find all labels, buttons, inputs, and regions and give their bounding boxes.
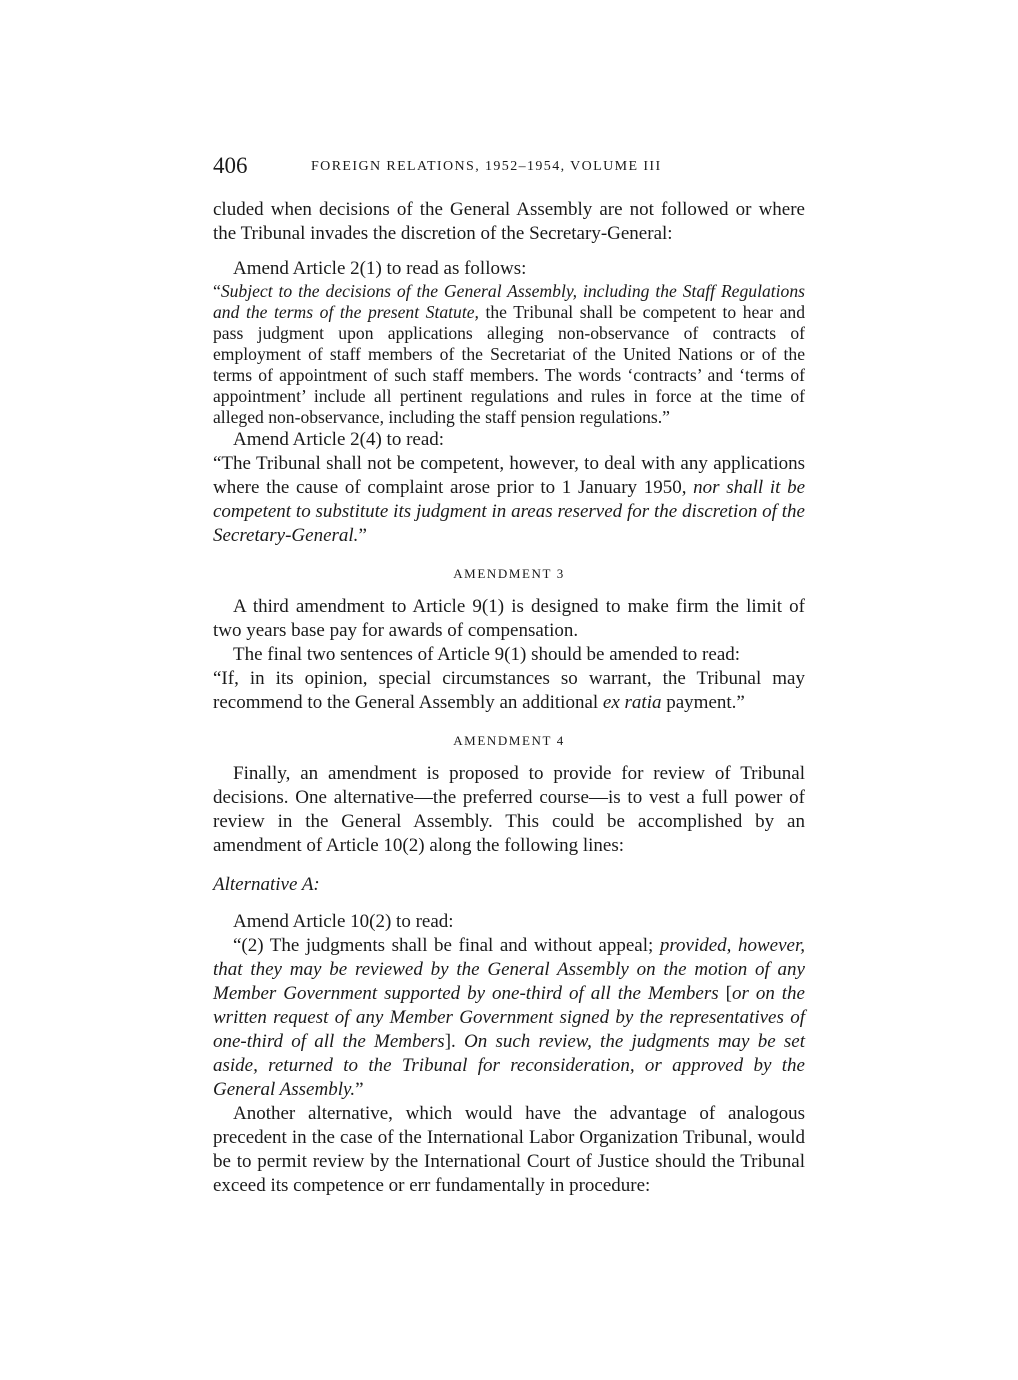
amend-article-2-4-instruction: Amend Article 2(4) to read: bbox=[233, 429, 445, 450]
article-2-4-italic: nor shall it be competent to substitute its judgment in areas reserved for the discretion of the Secretary-General. bbox=[213, 477, 806, 546]
article-10-2-italic-c: On such review, the judgments may be set aside, returned to the Tribunal for reconsideration, or approved by the General Assembly. bbox=[213, 1031, 805, 1100]
quote-open: “ bbox=[213, 281, 221, 301]
article-2-1-italic: Subject to the decisions of the General Assembly, including the Staff Regulations and the terms of the present Statute, bbox=[213, 281, 805, 322]
article-10-2-close: ” bbox=[355, 1079, 364, 1100]
amendment-3-instruction: The final two sentences of Article 9(1) should be amended to read: bbox=[233, 644, 741, 665]
paragraph-continuation: cluded when decisions of the General Assembly are not followed or where the Tribunal invades the discretion of the Secretary-General: bbox=[213, 199, 805, 244]
ex-ratia-italic: ex ratia bbox=[602, 692, 662, 713]
amendment-3-intro: A third amendment to Article 9(1) is designed to make firm the limit of two years base pay for awards of compensation. bbox=[213, 596, 805, 641]
article-2-4-roman: “The Tribunal shall not be competent, however, to deal with any applications where the cause of complaint arose prior to 1 January 1950, bbox=[213, 453, 805, 498]
article-2-1-text bbox=[213, 281, 805, 428]
article-9-1-text bbox=[213, 667, 805, 715]
page-header bbox=[213, 152, 813, 182]
amend-article-10-2-instruction: Amend Article 10(2) to read: bbox=[233, 911, 454, 932]
amendment-4-intro: Finally, an amendment is proposed to provide for review of Tribunal decisions. One alternative—the preferred course—is to vest a full power of review in the General Assembly. This could be accomplished by an amendment of Article 10(2) along the following lines: bbox=[213, 763, 805, 856]
article-9-1-roman: “If, in its opinion, special circumstances so warrant, the Tribunal may recommend to the General Assembly an additional bbox=[213, 668, 805, 713]
article-10-2-text bbox=[213, 934, 805, 1102]
article-10-2-italic-b: or on the written request of any Member Government signed by the representatives of one-third of all the Members bbox=[213, 983, 805, 1052]
amend-article-2-1-instruction: Amend Article 2(1) to read as follows: bbox=[233, 258, 527, 279]
running-title: FOREIGN RELATIONS, 1952–1954, VOLUME III bbox=[311, 159, 662, 174]
article-2-4-text bbox=[213, 452, 805, 548]
alternative-b-intro: Another alternative, which would have the advantage of analogous precedent in the case of the International Labor Organization Tribunal, would be to permit review by the International Court of Justice should the Tribunal exceed its competence or err fundamentally in procedure: bbox=[213, 1103, 805, 1196]
article-10-2-italic-a: provided, however, that they may be reviewed by the General Assembly on the motion of any Member Government supported by one-third of all the Members bbox=[213, 935, 805, 1004]
article-9-1-close: payment.” bbox=[661, 692, 745, 713]
quote-close: ” bbox=[358, 525, 367, 546]
article-2-1-roman: the Tribunal shall be competent to hear and pass judgment upon applications alleging non-observance of contracts of employment of staff members of the Secretariat of the United Nations or of the terms of appointment of such staff members. The words ‘contracts’ and ‘terms of appointment’ include all pertinent regulations and rules in force at the time of alleged non-observance, including the staff pension regulations.” bbox=[213, 302, 805, 427]
bracket-open: [ bbox=[725, 983, 732, 1004]
article-10-2-roman: “(2) The judgments shall be final and without appeal; bbox=[233, 935, 660, 956]
amendment-4-heading: AMENDMENT 4 bbox=[453, 733, 565, 748]
page-number: 406 bbox=[213, 153, 248, 178]
alternative-a-label: Alternative A: bbox=[213, 874, 320, 895]
bracket-close: ]. bbox=[444, 1031, 465, 1052]
document-body bbox=[213, 198, 805, 1198]
amendment-3-heading: AMENDMENT 3 bbox=[453, 566, 565, 581]
